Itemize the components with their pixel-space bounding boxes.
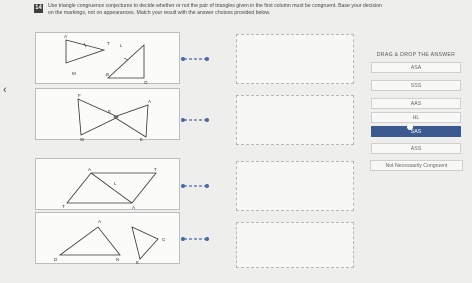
answer-drop-zone-1[interactable] <box>236 34 354 84</box>
vertex-label: D <box>54 257 58 262</box>
answer-choice-asa[interactable]: ASA <box>371 62 461 73</box>
previous-arrow-icon[interactable]: ‹ <box>3 84 7 96</box>
vertex-label: A <box>148 99 152 104</box>
answer-drop-zone-3[interactable] <box>236 161 354 211</box>
match-connector <box>180 235 210 243</box>
triangle-pair-diagram <box>36 89 181 141</box>
answer-choice-aas[interactable]: AAS <box>371 98 461 109</box>
vertex-label: B <box>106 72 110 77</box>
vertex-label: C <box>162 237 166 242</box>
vertex-label: L <box>114 181 117 186</box>
answer-choice-sas[interactable]: SAS <box>371 126 461 137</box>
match-connector <box>180 182 210 190</box>
vertex-label: T <box>107 41 110 46</box>
answer-drop-zone-2[interactable] <box>236 95 354 145</box>
vertex-label: A <box>132 205 136 210</box>
vertex-label: N <box>116 257 120 262</box>
triangle-pair-diagram <box>36 159 181 211</box>
cursor-dot-icon <box>407 124 413 130</box>
vertex-label: W <box>80 137 85 141</box>
vertex-label: E <box>136 260 140 265</box>
triangle-pair-diagram <box>36 213 181 265</box>
answer-choice-hl[interactable]: HL <box>371 112 461 123</box>
instructions-text: Use triangle congruence conjectures to decide whether or not the pair of triangles given in the first column must be congruent. Base your decision on the markings, not on appearances. Match your result with the answer choices provided below. <box>48 3 382 17</box>
answer-choice-sss[interactable]: SSS <box>371 80 461 91</box>
match-connector <box>180 116 210 124</box>
question-number: 14 <box>35 5 42 11</box>
vertex-label: E <box>140 137 144 141</box>
vertex-label: L <box>120 43 123 48</box>
figure-3 <box>35 158 180 210</box>
match-connector <box>180 55 210 63</box>
triangle-pair-diagram <box>36 33 181 85</box>
answer-drop-zone-4[interactable] <box>236 222 354 268</box>
answer-choice-ass[interactable]: ASS <box>371 143 461 154</box>
figure-4 <box>35 212 180 264</box>
answer-choice-not-necessarily-congruent[interactable]: Not Necessarily Congruent <box>370 160 463 171</box>
vertex-label: F <box>78 93 81 98</box>
figure-2 <box>35 88 180 140</box>
vertex-label: O <box>144 80 148 85</box>
vertex-label: T <box>62 204 65 209</box>
vertex-label: A <box>88 167 92 172</box>
vertex-label: A <box>98 219 102 224</box>
vertex-label: M <box>72 71 76 76</box>
answer-bank-title: DRAG & DROP THE ANSWER <box>376 52 456 58</box>
vertex-label: T <box>154 167 157 172</box>
figure-1 <box>35 32 180 84</box>
vertex-label: A <box>64 34 68 39</box>
vertex-label: E <box>108 109 112 114</box>
